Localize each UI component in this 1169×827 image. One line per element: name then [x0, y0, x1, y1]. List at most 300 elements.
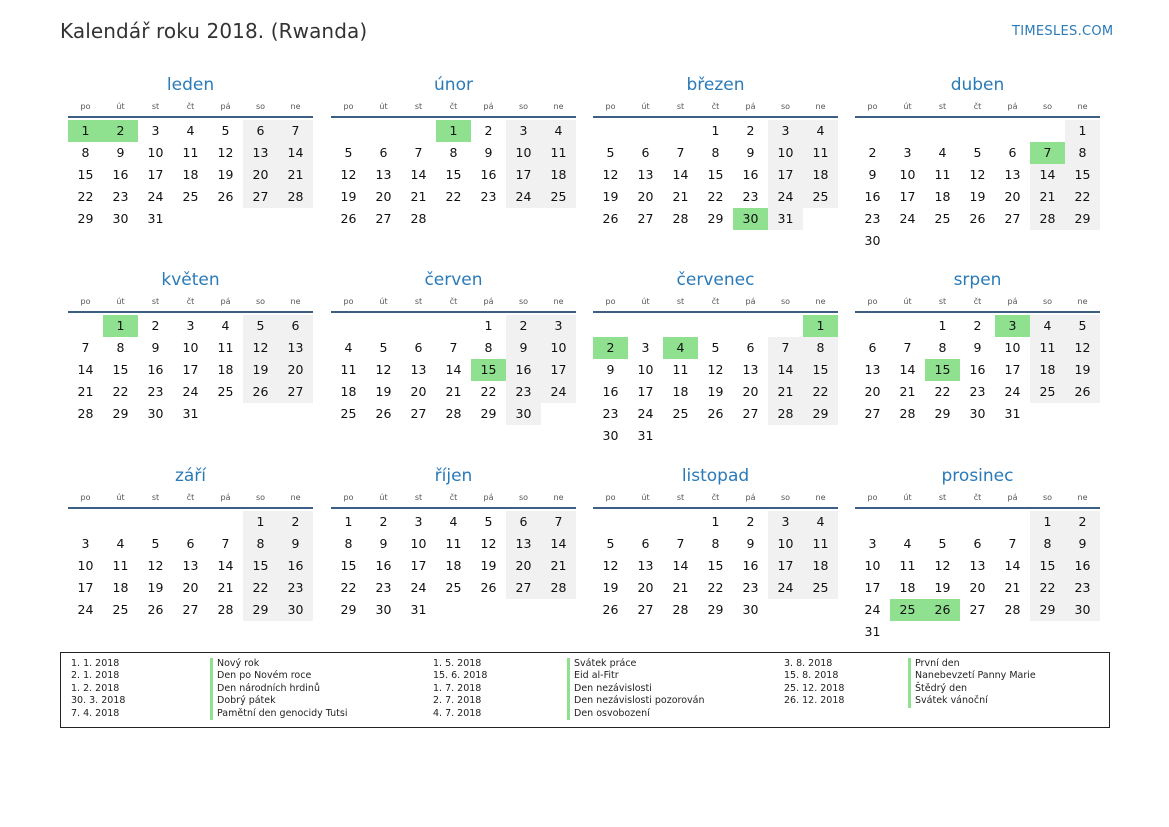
legend-date: 26. 12. 2018: [784, 695, 845, 707]
weekend-day-cell: 30: [278, 599, 313, 621]
legend-date: 2. 1. 2018: [71, 670, 120, 682]
weekday-label: út: [379, 493, 388, 502]
day-cell: 15: [445, 167, 462, 182]
day-cell: 28: [672, 211, 689, 226]
day-cell: 17: [182, 362, 199, 377]
week-row: [855, 120, 1100, 142]
day-cell: 30: [742, 602, 759, 617]
weekend-day-cell: 17: [541, 359, 576, 381]
empty-day-cell: [925, 511, 960, 533]
weekend-day-cell: 28: [768, 403, 803, 425]
day-cell: 23: [112, 189, 129, 204]
day-cell: 14: [410, 167, 427, 182]
day-cell: 5: [606, 145, 615, 160]
weekend-day-cell: 29: [1030, 599, 1065, 621]
weekday-label: st: [676, 297, 685, 306]
weekday-header: [593, 492, 838, 504]
empty-day-cell: [803, 208, 838, 230]
weekday-label: po: [343, 493, 354, 502]
week-row: [855, 533, 1100, 555]
day-cell: 16: [969, 362, 986, 377]
page-title: Kalendář roku 2018. (Rwanda): [60, 19, 368, 43]
day-cell: 7: [449, 340, 458, 355]
day-cell: 16: [375, 558, 392, 573]
weekday-label: ne: [290, 297, 301, 306]
week-row: [331, 208, 576, 230]
day-cell: 4: [116, 536, 125, 551]
weekend-day-cell: 22: [243, 577, 278, 599]
day-cell: 2: [868, 145, 877, 160]
day-cell: 18: [934, 189, 951, 204]
day-cell: 16: [742, 167, 759, 182]
weekend-day-cell: 4: [803, 511, 838, 533]
empty-day-cell: [733, 425, 768, 447]
empty-day-cell: [1065, 403, 1100, 425]
day-cell: 19: [707, 384, 724, 399]
day-cell: 7: [81, 340, 90, 355]
weekend-day-cell: 12: [243, 337, 278, 359]
weekend-day-cell: 28: [541, 577, 576, 599]
holiday-day-cell: 1: [436, 120, 471, 142]
weekday-label: st: [151, 493, 160, 502]
weekday-label: ne: [815, 493, 826, 502]
legend-holiday-name: Den nezávislosti pozorován: [567, 695, 705, 707]
legend-holiday-name: Dobrý pátek: [210, 695, 347, 707]
weekday-label: čt: [449, 102, 458, 111]
month-červenec: [593, 269, 838, 447]
weekend-day-cell: 19: [243, 359, 278, 381]
day-cell: 27: [864, 406, 881, 421]
weekend-day-cell: 22: [1030, 577, 1065, 599]
weekend-day-cell: 3: [541, 315, 576, 337]
day-cell: 1: [938, 318, 947, 333]
week-row: [68, 533, 313, 555]
day-cell: 16: [147, 362, 164, 377]
week-row: [68, 577, 313, 599]
empty-day-cell: [331, 120, 366, 142]
weekday-label: st: [414, 493, 423, 502]
weekend-day-cell: 13: [506, 533, 541, 555]
weekend-day-cell: 16: [1065, 555, 1100, 577]
weekday-label: st: [151, 102, 160, 111]
legend-date: 30. 3. 2018: [71, 695, 126, 707]
day-cell: 11: [899, 558, 916, 573]
empty-day-cell: [768, 315, 803, 337]
day-cell: 5: [606, 536, 615, 551]
week-row: [331, 555, 576, 577]
weekend-day-cell: 8: [1065, 142, 1100, 164]
day-cell: 14: [77, 362, 94, 377]
day-cell: 13: [375, 167, 392, 182]
empty-day-cell: [103, 511, 138, 533]
weekday-label: ne: [815, 297, 826, 306]
day-cell: 10: [1004, 340, 1021, 355]
week-row: [331, 120, 576, 142]
weekday-label: pá: [220, 297, 231, 306]
day-cell: 21: [1004, 580, 1021, 595]
day-cell: 25: [217, 384, 234, 399]
day-cell: 25: [934, 211, 951, 226]
legend-holiday-name: Nanebevzetí Panny Marie: [908, 670, 1036, 682]
month-divider: [331, 507, 576, 509]
day-cell: 4: [344, 340, 353, 355]
month-červen: [331, 269, 576, 425]
day-cell: 24: [77, 602, 94, 617]
weekend-day-cell: 14: [768, 359, 803, 381]
weekday-header: [68, 101, 313, 113]
empty-day-cell: [401, 120, 436, 142]
day-cell: 31: [182, 406, 199, 421]
month-květen: [68, 269, 313, 425]
weekday-label: pá: [483, 493, 494, 502]
empty-day-cell: [1065, 621, 1100, 643]
day-cell: 22: [445, 189, 462, 204]
week-row: [68, 403, 313, 425]
weekday-header: [331, 296, 576, 308]
day-cell: 3: [903, 145, 912, 160]
legend-holiday-name: Svátek vánoční: [908, 695, 1036, 707]
legend-date: 15. 8. 2018: [784, 670, 839, 682]
week-row: [331, 533, 576, 555]
weekend-day-cell: 29: [1065, 208, 1100, 230]
holiday-day-cell: 15: [925, 359, 960, 381]
day-cell: 8: [344, 536, 353, 551]
legend-names-col-1: [210, 658, 347, 720]
weekend-day-cell: 11: [1030, 337, 1065, 359]
legend-date: 2. 7. 2018: [433, 695, 482, 707]
day-cell: 3: [641, 340, 650, 355]
weekend-day-cell: 27: [506, 577, 541, 599]
weekday-header: [593, 101, 838, 113]
weekday-label: ne: [553, 297, 564, 306]
day-cell: 15: [112, 362, 129, 377]
weekend-day-cell: 8: [1030, 533, 1065, 555]
day-cell: 18: [182, 167, 199, 182]
day-cell: 4: [938, 145, 947, 160]
empty-day-cell: [1065, 230, 1100, 252]
day-cell: 13: [864, 362, 881, 377]
empty-day-cell: [663, 425, 698, 447]
day-cell: 14: [1004, 558, 1021, 573]
weekday-label: pá: [220, 493, 231, 502]
empty-day-cell: [208, 208, 243, 230]
weekday-header: [331, 492, 576, 504]
holiday-day-cell: 7: [1030, 142, 1065, 164]
day-cell: 20: [742, 384, 759, 399]
month-září: [68, 465, 313, 621]
day-cell: 13: [182, 558, 199, 573]
weekday-label: čt: [186, 297, 195, 306]
week-row: [331, 511, 576, 533]
weekday-label: so: [255, 297, 266, 306]
day-cell: 17: [899, 189, 916, 204]
day-cell: 14: [445, 362, 462, 377]
weekend-day-cell: 21: [1030, 186, 1065, 208]
day-cell: 9: [379, 536, 388, 551]
day-cell: 4: [186, 123, 195, 138]
week-row: [68, 315, 313, 337]
day-cell: 10: [182, 340, 199, 355]
day-cell: 22: [707, 580, 724, 595]
day-cell: 8: [484, 340, 493, 355]
empty-day-cell: [68, 511, 103, 533]
week-row: [593, 164, 838, 186]
day-cell: 30: [602, 428, 619, 443]
day-cell: 10: [864, 558, 881, 573]
empty-day-cell: [436, 315, 471, 337]
empty-day-cell: [68, 315, 103, 337]
empty-day-cell: [471, 599, 506, 621]
day-cell: 25: [445, 580, 462, 595]
day-cell: 3: [414, 514, 423, 529]
weekday-label: st: [938, 102, 947, 111]
day-cell: 2: [973, 318, 982, 333]
weekend-day-cell: 24: [768, 186, 803, 208]
empty-day-cell: [768, 599, 803, 621]
day-cell: 12: [147, 558, 164, 573]
week-row: [855, 577, 1100, 599]
day-cell: 29: [112, 406, 129, 421]
day-cell: 21: [899, 384, 916, 399]
weekday-label: po: [605, 102, 616, 111]
week-row: [331, 359, 576, 381]
week-row: [331, 403, 576, 425]
weekday-label: so: [780, 102, 791, 111]
empty-day-cell: [995, 120, 1030, 142]
day-cell: 7: [676, 536, 685, 551]
weekend-day-cell: 9: [1065, 533, 1100, 555]
day-cell: 19: [480, 558, 497, 573]
week-row: [855, 208, 1100, 230]
weekend-day-cell: 1: [1030, 511, 1065, 533]
month-name: březen: [686, 75, 745, 95]
day-cell: 18: [112, 580, 129, 595]
weekend-day-cell: 12: [1065, 337, 1100, 359]
weekend-day-cell: 26: [243, 381, 278, 403]
day-cell: 2: [484, 123, 493, 138]
day-cell: 31: [1004, 406, 1021, 421]
day-cell: 20: [410, 384, 427, 399]
weekday-label: po: [605, 297, 616, 306]
empty-day-cell: [890, 511, 925, 533]
weekend-day-cell: 7: [541, 511, 576, 533]
day-cell: 22: [707, 189, 724, 204]
weekend-day-cell: 6: [243, 120, 278, 142]
day-cell: 29: [340, 602, 357, 617]
holiday-day-cell: 1: [103, 315, 138, 337]
day-cell: 9: [151, 340, 160, 355]
holiday-day-cell: 15: [471, 359, 506, 381]
day-cell: 19: [934, 580, 951, 595]
legend-holiday-name: Eid al-Fitr: [567, 670, 705, 682]
weekend-day-cell: 28: [278, 186, 313, 208]
day-cell: 6: [641, 536, 650, 551]
day-cell: 14: [672, 167, 689, 182]
day-cell: 29: [707, 211, 724, 226]
week-row: [593, 120, 838, 142]
empty-day-cell: [768, 425, 803, 447]
weekend-day-cell: 5: [243, 315, 278, 337]
weekend-day-cell: 16: [506, 359, 541, 381]
weekday-header: [855, 492, 1100, 504]
empty-day-cell: [733, 315, 768, 337]
weekday-label: čt: [711, 102, 720, 111]
day-cell: 19: [340, 189, 357, 204]
legend-date: 4. 7. 2018: [433, 707, 482, 719]
day-cell: 13: [742, 362, 759, 377]
legend-holiday-name: Den osvobození: [567, 708, 705, 720]
day-cell: 13: [410, 362, 427, 377]
month-divider: [331, 116, 576, 118]
empty-day-cell: [436, 208, 471, 230]
day-cell: 19: [602, 189, 619, 204]
empty-day-cell: [960, 120, 995, 142]
week-row: [593, 359, 838, 381]
day-cell: 1: [344, 514, 353, 529]
day-cell: 6: [379, 145, 388, 160]
legend-dates-col-2: [433, 658, 487, 720]
day-cell: 4: [449, 514, 458, 529]
empty-day-cell: [593, 315, 628, 337]
day-cell: 1: [711, 514, 720, 529]
day-cell: 12: [375, 362, 392, 377]
day-cell: 13: [637, 167, 654, 182]
holiday-day-cell: 1: [803, 315, 838, 337]
empty-day-cell: [960, 621, 995, 643]
day-cell: 14: [899, 362, 916, 377]
day-cell: 12: [969, 167, 986, 182]
week-row: [593, 208, 838, 230]
day-cell: 20: [637, 580, 654, 595]
day-cell: 17: [147, 167, 164, 182]
day-cell: 5: [344, 145, 353, 160]
day-cell: 21: [672, 189, 689, 204]
week-row: [593, 533, 838, 555]
weekend-day-cell: 18: [803, 555, 838, 577]
empty-day-cell: [855, 315, 890, 337]
weekday-label: po: [867, 493, 878, 502]
day-cell: 5: [938, 536, 947, 551]
month-divider: [593, 311, 838, 313]
empty-day-cell: [331, 315, 366, 337]
weekday-label: st: [414, 297, 423, 306]
weekday-label: út: [903, 102, 912, 111]
day-cell: 29: [934, 406, 951, 421]
day-cell: 26: [375, 406, 392, 421]
weekend-day-cell: 17: [768, 164, 803, 186]
day-cell: 8: [711, 145, 720, 160]
day-cell: 7: [676, 145, 685, 160]
day-cell: 5: [379, 340, 388, 355]
weekend-day-cell: 2: [278, 511, 313, 533]
day-cell: 5: [711, 340, 720, 355]
weekend-day-cell: 31: [768, 208, 803, 230]
weekend-day-cell: 20: [243, 164, 278, 186]
day-cell: 27: [969, 602, 986, 617]
day-cell: 6: [1008, 145, 1017, 160]
day-cell: 3: [186, 318, 195, 333]
day-cell: 30: [112, 211, 129, 226]
weekday-label: ne: [553, 102, 564, 111]
weekday-header: [593, 296, 838, 308]
week-row: [855, 142, 1100, 164]
day-cell: 25: [182, 189, 199, 204]
empty-day-cell: [628, 120, 663, 142]
weekend-day-cell: 8: [803, 337, 838, 359]
day-cell: 12: [602, 167, 619, 182]
weekend-day-cell: 17: [506, 164, 541, 186]
day-cell: 9: [868, 167, 877, 182]
day-cell: 17: [864, 580, 881, 595]
day-cell: 6: [868, 340, 877, 355]
weekday-label: pá: [1007, 102, 1018, 111]
day-cell: 9: [973, 340, 982, 355]
empty-day-cell: [593, 511, 628, 533]
brand-link[interactable]: TIMESLES.COM: [1012, 24, 1114, 39]
legend-dates-col-1: [71, 658, 125, 720]
day-cell: 11: [182, 145, 199, 160]
weekday-label: pá: [745, 102, 756, 111]
day-cell: 27: [637, 211, 654, 226]
day-cell: 15: [77, 167, 94, 182]
empty-day-cell: [995, 511, 1030, 533]
month-divider: [593, 116, 838, 118]
day-cell: 2: [746, 123, 755, 138]
day-cell: 21: [445, 384, 462, 399]
day-cell: 9: [484, 145, 493, 160]
day-cell: 15: [707, 167, 724, 182]
weekday-label: čt: [973, 102, 982, 111]
week-row: [855, 359, 1100, 381]
day-cell: 23: [742, 189, 759, 204]
weekend-day-cell: 15: [1065, 164, 1100, 186]
weekday-label: ne: [553, 493, 564, 502]
legend-holiday-name: Den nezávislosti: [567, 683, 705, 695]
day-cell: 23: [375, 580, 392, 595]
week-row: [855, 230, 1100, 252]
day-cell: 28: [445, 406, 462, 421]
legend-holiday-name: Štědrý den: [908, 683, 1036, 695]
legend-date: 25. 12. 2018: [784, 682, 845, 694]
week-row: [593, 315, 838, 337]
day-cell: 18: [340, 384, 357, 399]
weekend-day-cell: 10: [768, 533, 803, 555]
day-cell: 28: [410, 211, 427, 226]
day-cell: 27: [637, 602, 654, 617]
weekend-day-cell: 15: [1030, 555, 1065, 577]
week-row: [855, 337, 1100, 359]
weekend-day-cell: 13: [243, 142, 278, 164]
day-cell: 12: [602, 558, 619, 573]
weekend-day-cell: 22: [1065, 186, 1100, 208]
day-cell: 24: [899, 211, 916, 226]
weekend-day-cell: 18: [1030, 359, 1065, 381]
empty-day-cell: [925, 120, 960, 142]
weekday-header: [68, 296, 313, 308]
empty-day-cell: [1030, 403, 1065, 425]
day-cell: 14: [672, 558, 689, 573]
day-cell: 8: [116, 340, 125, 355]
day-cell: 9: [746, 145, 755, 160]
day-cell: 7: [221, 536, 230, 551]
day-cell: 8: [449, 145, 458, 160]
day-cell: 19: [375, 384, 392, 399]
weekday-label: pá: [745, 493, 756, 502]
legend-holiday-name: Svátek práce: [567, 658, 705, 670]
day-cell: 6: [746, 340, 755, 355]
day-cell: 8: [938, 340, 947, 355]
day-cell: 16: [602, 384, 619, 399]
